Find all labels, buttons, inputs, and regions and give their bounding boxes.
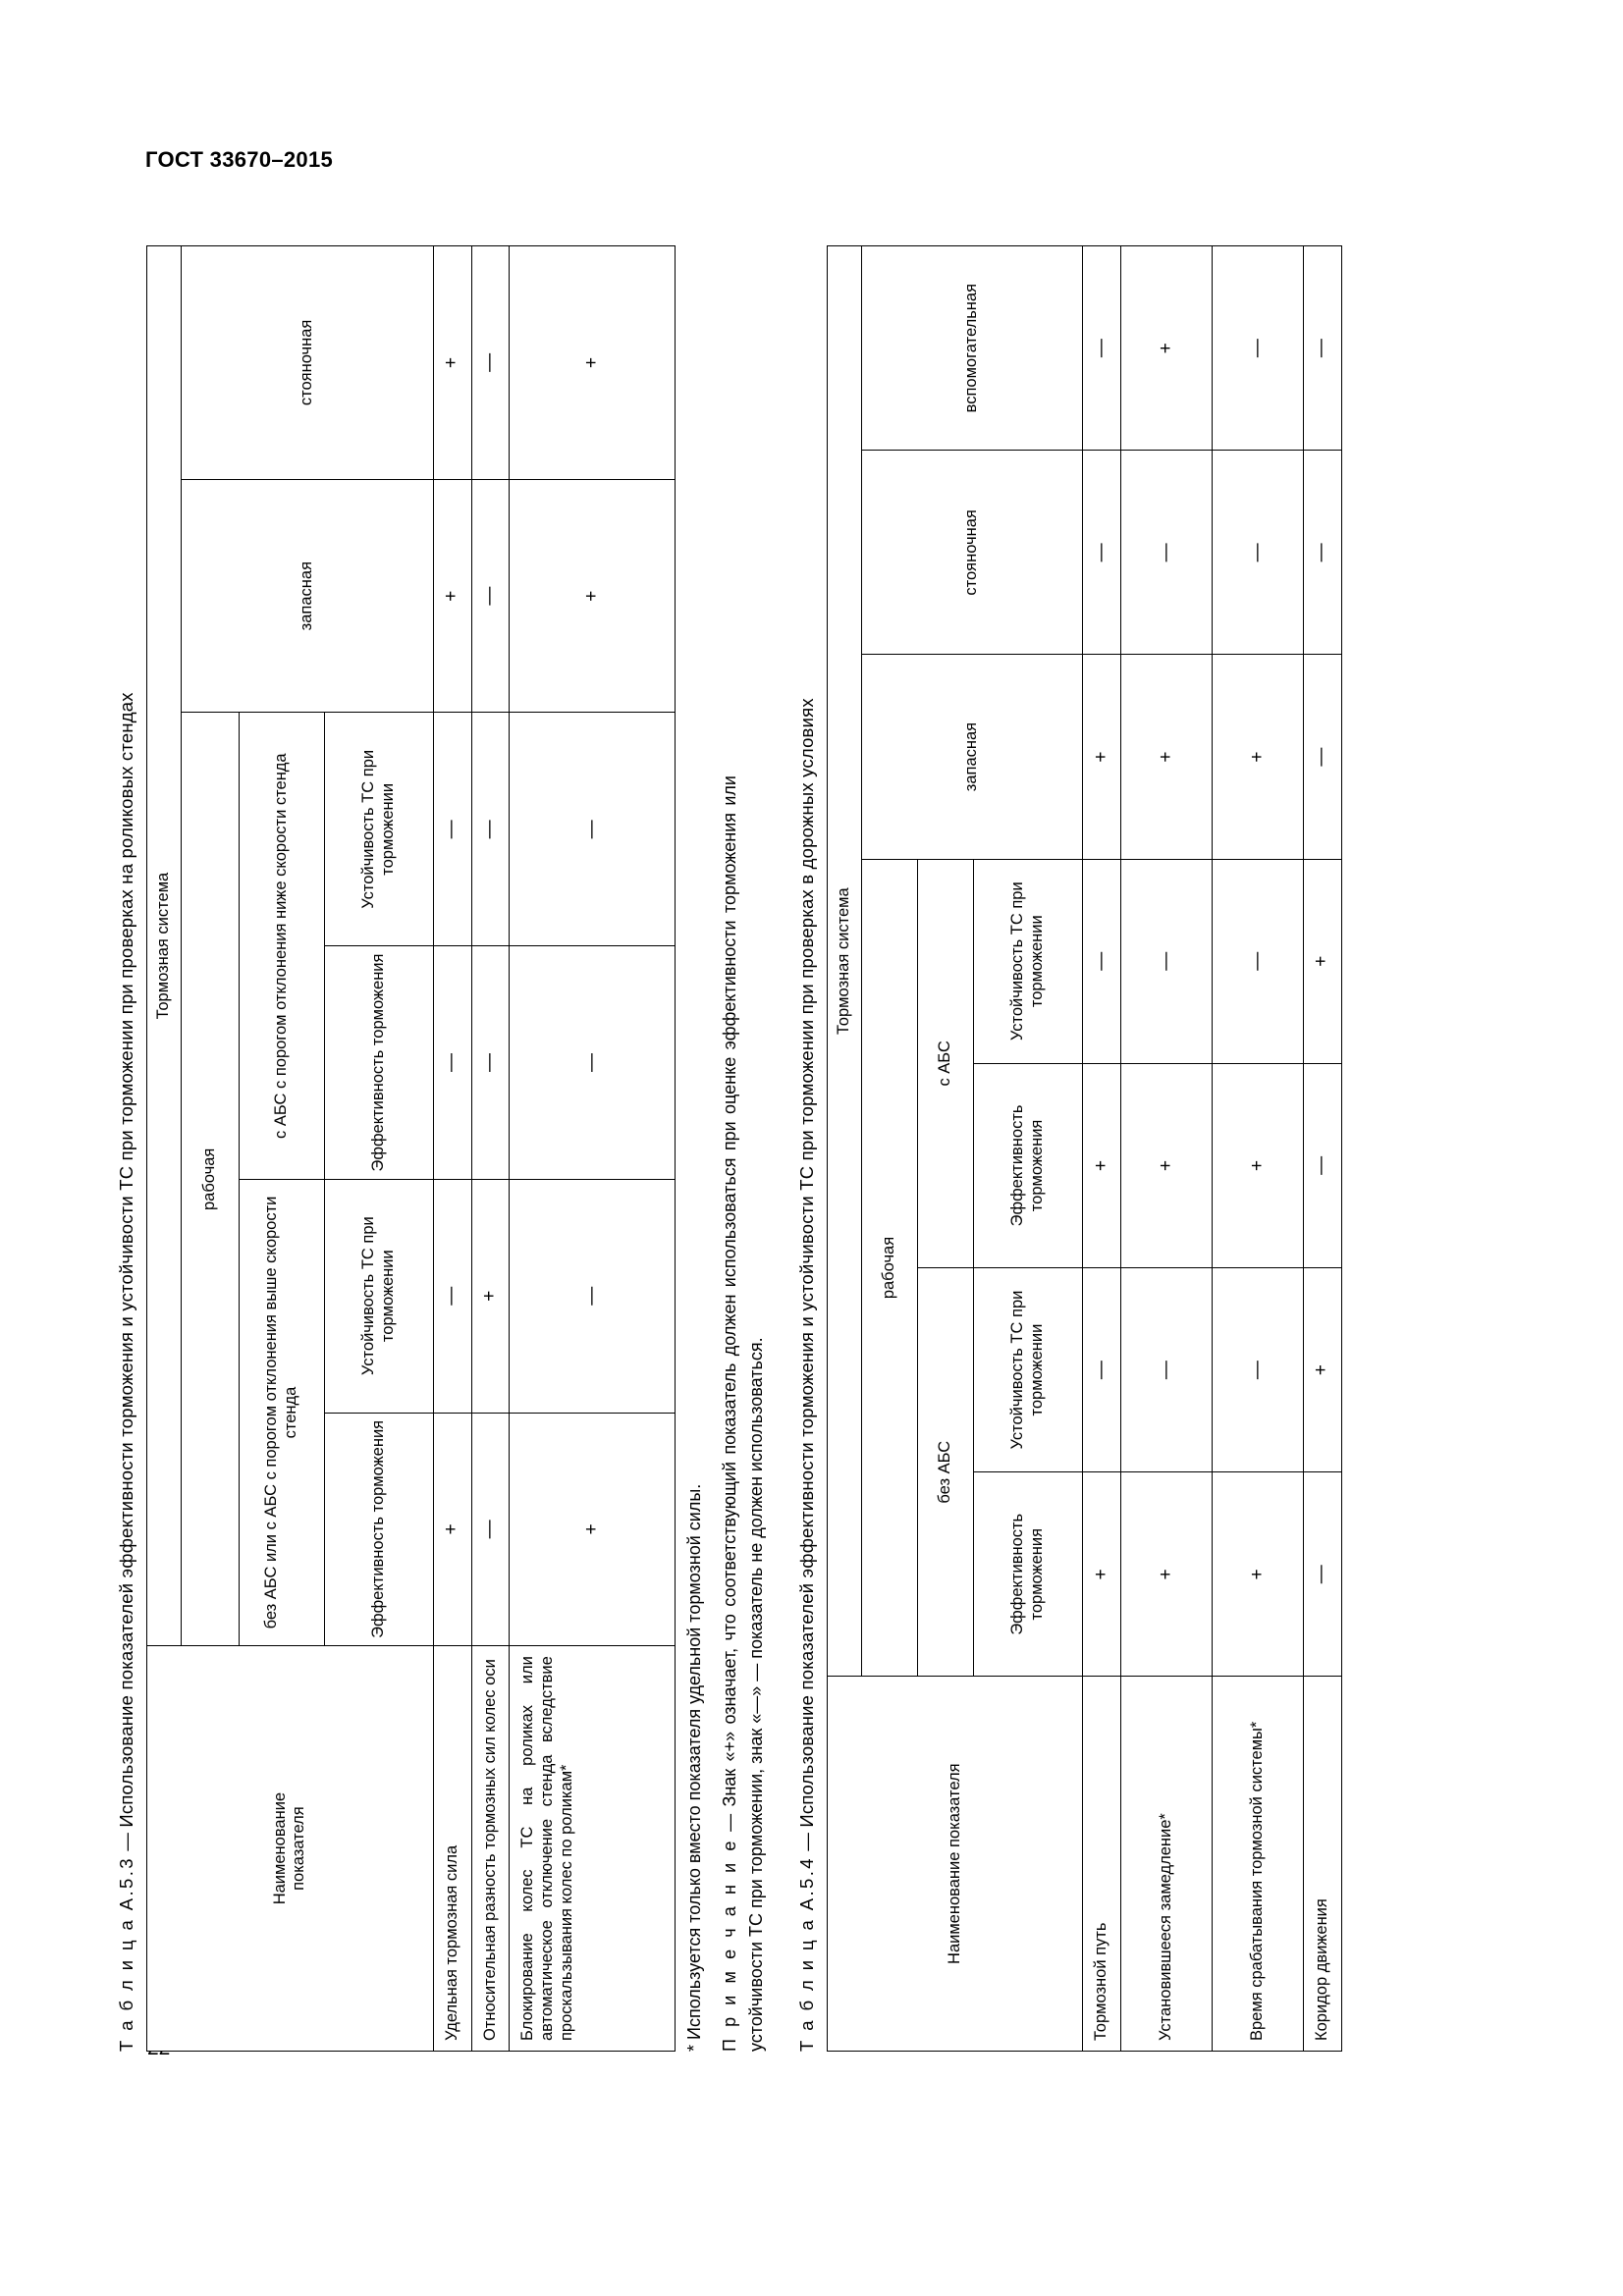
header-with-abs: с АБС (917, 859, 973, 1267)
cell-stab1: — (1212, 1267, 1303, 1471)
cell-parking: — (1082, 450, 1120, 654)
cell-eff2: + (1082, 1063, 1120, 1267)
header-auxiliary: вспомогательная (861, 245, 1082, 450)
cell-eff1: + (1082, 1471, 1120, 1676)
table-a53-caption (115, 236, 139, 2052)
table-row (1082, 245, 1120, 2051)
cell-eff2: — (509, 945, 675, 1179)
table-a53-caption-label: Т а б л и ц а А.5.3 (115, 1855, 136, 2052)
header-brake-system: Тормозная система (146, 245, 181, 1645)
header-with-abs: с АБС с порогом отклонения ниже скорости стенда (239, 713, 324, 1179)
cell-eff1: — (471, 1413, 510, 1646)
header-eff-with-abs: Эффективность торможения (973, 1063, 1082, 1267)
cell-auxiliary: — (1082, 245, 1120, 450)
cell-spare: + (1082, 654, 1120, 858)
cell-auxiliary: — (1212, 245, 1303, 450)
cell-stab1: + (1303, 1267, 1341, 1471)
cell-eff2: + (1212, 1063, 1303, 1267)
cell-spare: + (1212, 654, 1303, 858)
header-spare: запасная (181, 479, 433, 713)
table-row (1120, 245, 1212, 2051)
cell-parking: — (1303, 450, 1341, 654)
cell-stab1: + (471, 1179, 510, 1413)
header-name-line1: Наименование (270, 1791, 289, 1904)
table-a53-footnote: * Используется только вместо показателя удельной тормозной силы. (683, 1483, 704, 2052)
table-a53-note-label: П р и м е ч а н и е (719, 1838, 739, 2052)
table-row (509, 245, 675, 2051)
cell-auxiliary: + (1120, 245, 1212, 450)
cell-eff1: — (1303, 1471, 1341, 1676)
header-stab-with-abs (324, 713, 433, 946)
table-a54-caption (795, 236, 820, 2052)
table-row (471, 245, 510, 2051)
table-a54 (827, 245, 1341, 2052)
header-stab-no-abs-text: Устойчивость ТС при торможении (358, 1215, 397, 1375)
header-working: рабочая (861, 859, 917, 1677)
cell-eff2: — (433, 945, 471, 1179)
table-a54-header-row-1 (827, 245, 861, 2051)
cell-parking: — (471, 245, 510, 479)
cell-stab2: + (1303, 859, 1341, 1063)
cell-stab2: — (1082, 859, 1120, 1063)
table-row (1212, 245, 1303, 2051)
cell-parking: — (1120, 450, 1212, 654)
cell-parking: + (433, 245, 471, 479)
cell-stab1: — (509, 1179, 675, 1413)
cell-spare: — (471, 479, 510, 713)
cell-stab2: — (433, 713, 471, 946)
table-a53 (145, 245, 675, 2052)
table-a54-caption-label: Т а б л и ц а А.5.4 (795, 1855, 817, 2052)
table-a54-caption-text: — Использование показателей эффективности торможения и устойчивости ТС при торможении при проверках в дорожных условиях (795, 697, 817, 1851)
header-parking: стояночная (861, 450, 1082, 654)
header-spare: запасная (861, 654, 1082, 858)
header-no-abs: без АБС (917, 1267, 973, 1676)
cell-stab1: — (1082, 1267, 1120, 1471)
row-name: Относительная разность тормозных сил колес оси (471, 1645, 510, 2051)
table-row (1303, 245, 1341, 2051)
cell-stab2: — (471, 713, 510, 946)
header-eff-no-abs: Эффективность торможения (973, 1471, 1082, 1676)
header-eff-no-abs (324, 1413, 433, 1646)
cell-eff2: + (1120, 1063, 1212, 1267)
table-a53-note (717, 775, 770, 2052)
header-working: рабочая (181, 713, 239, 1646)
cell-spare: + (509, 479, 675, 713)
cell-eff1: + (433, 1413, 471, 1646)
row-name: Время срабатывания тормозной системы* (1212, 1676, 1303, 2051)
cell-eff1: + (509, 1413, 675, 1646)
cell-parking: — (1212, 450, 1303, 654)
header-stab-no-abs (324, 1179, 433, 1413)
cell-parking: + (509, 245, 675, 479)
row-name: Установившееся замедление* (1120, 1676, 1212, 2051)
row-name: Тормозной путь (1082, 1676, 1120, 2051)
header-parking: стояночная (181, 245, 433, 479)
header-no-abs: без АБС или с АБС с порогом отклонения выше скорости стенда (239, 1179, 324, 1645)
cell-eff2: — (1303, 1063, 1341, 1267)
row-name: Блокирование колес ТС на роликах или автоматическое отключение стенда вследствие проскальзывания колес по роликам* (509, 1645, 675, 2051)
row-name: Удельная тормозная сила (433, 1645, 471, 2051)
cell-spare: + (433, 479, 471, 713)
header-eff-with-abs (324, 945, 433, 1179)
header-stab-with-abs-text: Устойчивость ТС при торможении (358, 749, 397, 909)
cell-eff1: + (1212, 1471, 1303, 1676)
row-name: Коридор движения (1303, 1676, 1341, 2051)
cell-eff1: + (1120, 1471, 1212, 1676)
cell-eff2: — (471, 945, 510, 1179)
document-standard-number: ГОСТ 33670–2015 (145, 147, 334, 172)
header-brake-system: Тормозная система (827, 245, 861, 1676)
cell-auxiliary: — (1303, 245, 1341, 450)
table-a53-header-row-1 (146, 245, 181, 2051)
cell-stab2: — (509, 713, 675, 946)
cell-spare: — (1303, 654, 1341, 858)
header-eff-no-abs-text: Эффективность торможения (368, 1419, 387, 1638)
cell-stab2: — (1212, 859, 1303, 1063)
header-name-line2: показателя (289, 1805, 307, 1891)
table-a53-caption-text: — Использование показателей эффективности торможения и устойчивости ТС при торможении при проверках на роликовых стендах (115, 691, 136, 1851)
cell-spare: + (1120, 654, 1212, 858)
header-name (146, 1645, 433, 2051)
table-row (433, 245, 471, 2051)
table-a53-note-text: — Знак «+» означает, что соответствующий показатель должен использоваться при оценке эффективности торможения или устойчивости ТС при торможении, знак «—» — показатель не должен использоваться. (719, 774, 766, 2052)
header-eff-with-abs-text: Эффективность торможения (368, 953, 387, 1171)
cell-stab2: — (1120, 859, 1212, 1063)
cell-stab1: — (1120, 1267, 1212, 1471)
header-stab-with-abs: Устойчивость ТС при торможении (973, 859, 1082, 1063)
header-stab-no-abs: Устойчивость ТС при торможении (973, 1267, 1082, 1471)
cell-stab1: — (433, 1179, 471, 1413)
header-name: Наименование показателя (827, 1676, 1082, 2051)
